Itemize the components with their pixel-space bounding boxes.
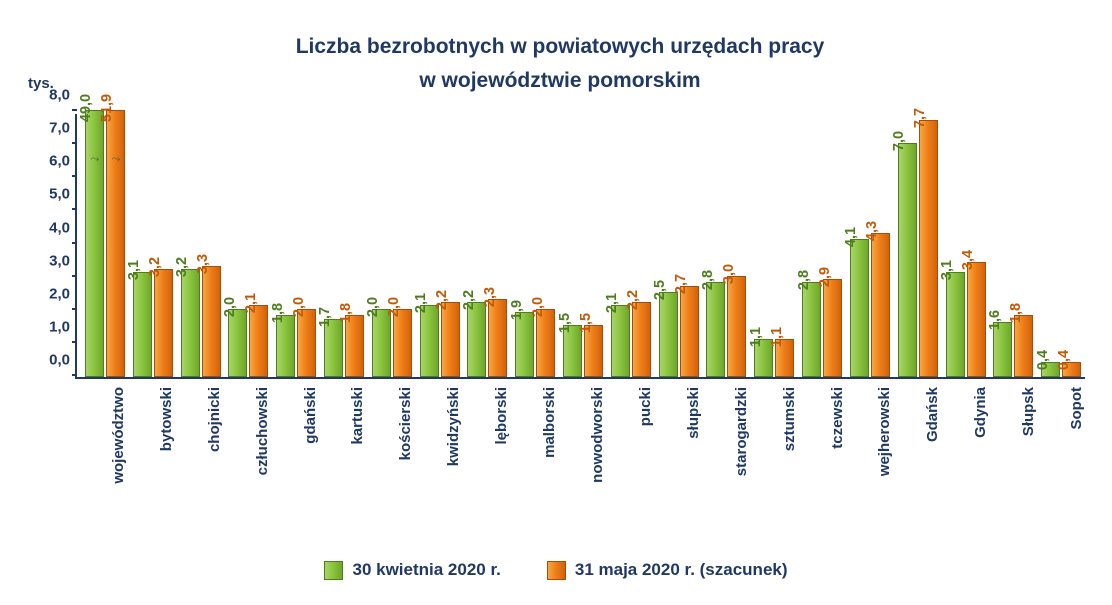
- x-axis-category: [223, 383, 271, 533]
- bar: 2,8: [802, 282, 821, 377]
- x-axis-category: [319, 383, 367, 533]
- legend-item-series-2: [547, 560, 788, 580]
- bar-group: [699, 114, 751, 377]
- y-axis-tick-label: 0,0: [49, 351, 70, 369]
- x-axis-category: [127, 383, 175, 533]
- bar: 2,0: [297, 309, 316, 377]
- bar: 1,8: [345, 315, 364, 377]
- bar-group: [269, 114, 320, 377]
- bar-group: [78, 93, 129, 377]
- x-axis-category: [366, 383, 414, 533]
- x-axis-category: [941, 383, 989, 533]
- x-axis-category-label: kwidzyński: [445, 387, 463, 467]
- x-axis-category: [271, 383, 319, 533]
- x-axis-category-label: wejherowski: [876, 387, 894, 477]
- bar-group: [795, 114, 846, 377]
- bar: 1,8: [1014, 315, 1033, 377]
- x-axis-category: [510, 383, 558, 533]
- bar: 2,0: [372, 309, 391, 377]
- axis-break-mark: ⤳: [111, 153, 120, 165]
- bar: 1,5: [563, 325, 582, 377]
- bar-group: [843, 114, 894, 377]
- x-axis-category-label: Słupsk: [1020, 387, 1038, 437]
- bar-group: [939, 114, 990, 377]
- bar: 1,1: [775, 339, 794, 377]
- x-axis-category-labels: [75, 383, 1085, 533]
- chart-title: [160, 30, 960, 98]
- bar: 3,3: [202, 266, 221, 377]
- bar: 4,3: [871, 233, 890, 377]
- bar-group: [986, 114, 1037, 377]
- x-axis-category: [414, 383, 462, 533]
- x-axis-category: [846, 383, 894, 533]
- bar-group: [365, 114, 416, 377]
- chart-title-line-2: w województwie pomorskim: [419, 69, 701, 92]
- x-axis-category-label: sztumski: [780, 387, 798, 452]
- x-axis-category-label: człuchowski: [253, 387, 271, 476]
- bar-group: [747, 114, 798, 377]
- x-axis-category: [798, 383, 846, 533]
- bar: 2,0: [393, 309, 412, 377]
- bar-group: [317, 114, 368, 377]
- x-axis-category-label: Gdynia: [972, 387, 990, 438]
- x-axis-category: [989, 383, 1037, 533]
- x-axis-category: [558, 383, 606, 533]
- bar: 2,0: [228, 309, 247, 377]
- bar: 49,0 ⤳: [85, 110, 104, 377]
- y-axis-tick-label: 8,0: [49, 86, 70, 104]
- bar: 2,1: [611, 305, 630, 377]
- y-axis-tick-label: 5,0: [49, 185, 70, 203]
- y-axis-tick-label: 7,0: [49, 119, 70, 137]
- bar-group: [413, 114, 464, 377]
- x-axis-category-label: Sopot: [1068, 387, 1086, 430]
- legend-item-series-1: [324, 560, 500, 580]
- x-axis-category-label: kościerski: [397, 387, 415, 461]
- x-axis-category: [175, 383, 223, 533]
- x-axis-category-label: nowodworski: [589, 387, 607, 483]
- x-axis-category-label: województwo: [109, 387, 127, 484]
- x-axis-category-label: Gdańsk: [924, 387, 942, 443]
- bar-groups: [77, 93, 1085, 377]
- legend-swatch-orange: [547, 561, 566, 580]
- bar: 2,0: [536, 309, 555, 377]
- bar: 1,8: [276, 315, 295, 377]
- x-axis-category: [79, 383, 127, 533]
- bar-group: [891, 107, 942, 377]
- y-axis-tick-label: 3,0: [49, 252, 70, 270]
- legend-swatch-green: [324, 561, 343, 580]
- bar: 1,9: [515, 312, 534, 377]
- x-axis-category: [1037, 383, 1085, 533]
- bar-group: [604, 114, 655, 377]
- x-axis-category-label: chojnicki: [205, 387, 223, 453]
- chart-title-line-1: Liczba bezrobotnych w powiatowych urzędach pracy: [295, 35, 825, 58]
- bar-group: [126, 114, 177, 377]
- bar: 3,2: [154, 269, 173, 377]
- x-axis-category-label: malborski: [541, 387, 559, 458]
- bar: 1,7: [324, 319, 343, 377]
- y-axis-tick-label: 4,0: [49, 219, 70, 236]
- y-axis-tick-label: 6,0: [49, 152, 70, 170]
- y-axis-tick-label: 2,0: [49, 285, 70, 303]
- bar: 2,2: [441, 302, 460, 377]
- x-axis-category-label: gdański: [301, 387, 319, 444]
- x-axis-category-label: kartuski: [349, 387, 367, 445]
- bar-group: [1034, 114, 1085, 377]
- bar: 3,2: [181, 269, 200, 377]
- bar: 2,7: [680, 286, 699, 377]
- x-axis-category-label: starogardzki: [732, 387, 750, 477]
- y-axis-unit-label: tys.: [28, 75, 54, 92]
- bar-group: [460, 114, 512, 377]
- y-axis-tick-mark: [72, 109, 77, 111]
- bar: 51,9 ⤳: [106, 110, 125, 377]
- y-axis-tick-label: 1,0: [49, 318, 70, 336]
- x-axis-category-label: bytowski: [157, 387, 175, 452]
- x-axis-category-label: słupski: [684, 387, 702, 439]
- x-axis-category: [893, 383, 941, 533]
- x-axis-category: [606, 383, 654, 533]
- x-axis-category: [702, 383, 750, 533]
- bar: 4,1: [850, 239, 869, 377]
- bar-group: [508, 114, 559, 377]
- bar-group: [652, 114, 703, 377]
- bar: 3,1: [133, 272, 152, 377]
- bar: 2,8: [706, 282, 725, 377]
- bar: 7,0: [898, 143, 917, 377]
- bar: 3,1: [946, 272, 965, 377]
- bar: 2,2: [467, 302, 486, 377]
- bar: 2,1: [249, 305, 268, 377]
- bar: 2,9: [823, 279, 842, 377]
- x-axis-category-label: lęborski: [493, 387, 511, 445]
- bar: 3,4: [967, 262, 986, 377]
- x-axis-category: [654, 383, 702, 533]
- x-axis-category-label: tczewski: [828, 387, 846, 449]
- bar: 2,2: [632, 302, 651, 377]
- bar: 2,5: [659, 292, 678, 377]
- bar: 1,6: [993, 322, 1012, 377]
- plot-area: [49, 86, 1085, 379]
- bar-group: [556, 114, 607, 377]
- bar: 3,0: [727, 276, 746, 377]
- bar: 2,3: [488, 299, 507, 377]
- bar: 7,7: [919, 120, 938, 377]
- bar: 2,1: [420, 305, 439, 377]
- bar: 1,1: [754, 339, 773, 377]
- legend-label-series-1: 30 kwietnia 2020 r.: [352, 560, 501, 579]
- bar: 1,5: [584, 325, 603, 377]
- bar-group: [174, 114, 225, 377]
- legend-label-series-2: 31 maja 2020 r. (szacunek): [574, 560, 788, 579]
- x-axis-category: [462, 383, 510, 533]
- bar: 0,4: [1041, 362, 1060, 377]
- chart-legend: [0, 560, 1112, 580]
- x-axis-category-label: pucki: [636, 387, 654, 427]
- x-axis-category: [750, 383, 798, 533]
- bar-group: [221, 114, 272, 377]
- bar: 0,4: [1062, 362, 1081, 377]
- axis-break-mark: ⤳: [90, 153, 99, 165]
